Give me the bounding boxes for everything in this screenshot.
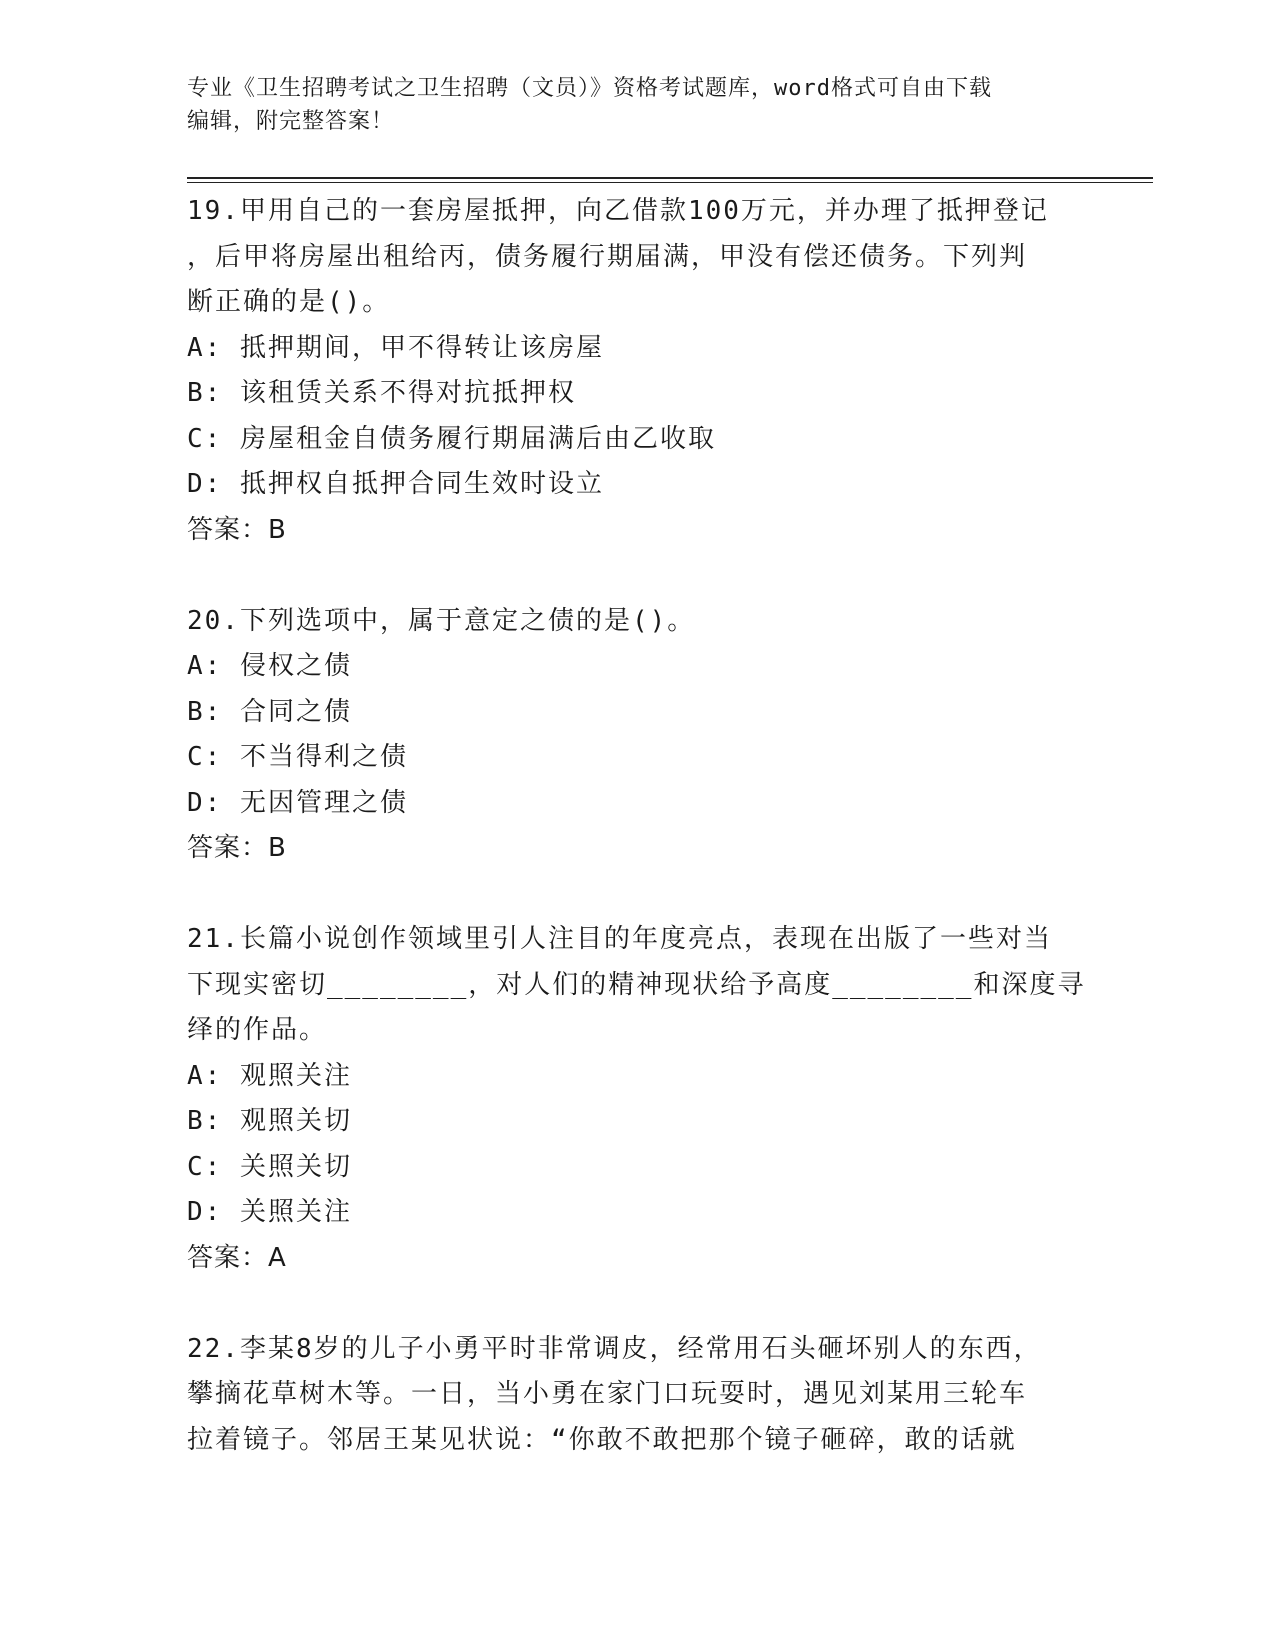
question-text-line: 下现实密切________，对人们的精神现状给予高度________和深度寻 — [187, 969, 1086, 1000]
option-c: C: 不当得利之债 — [187, 742, 408, 772]
question-text-line: ，后甲将房屋出租给丙，债务履行期届满，甲没有偿还债务。下列判 — [187, 241, 1028, 272]
question-text-line: 断正确的是()。 — [187, 287, 391, 317]
question-21 — [187, 917, 1087, 1281]
option-d: D: 抵押权自抵押合同生效时设立 — [187, 469, 604, 499]
header-divider-thin — [187, 182, 1153, 183]
option-d: D: 关照关注 — [187, 1197, 352, 1227]
question-text-line: 19.甲用自己的一套房屋抵押，向乙借款100万元，并办理了抵押登记 — [187, 196, 1049, 226]
answer-line: 答案：B — [187, 833, 287, 863]
option-c: C: 房屋租金自债务履行期届满后由乙收取 — [187, 423, 716, 454]
question-spacer — [187, 553, 1087, 599]
question-19 — [187, 189, 1087, 553]
option-a: A: 侵权之债 — [187, 651, 352, 681]
question-spacer — [187, 872, 1087, 918]
option-b: B: 观照关切 — [187, 1106, 352, 1136]
option-b: B: 合同之债 — [187, 696, 352, 727]
answer-line: 答案：B — [187, 514, 287, 545]
option-b: B: 该租赁关系不得对抗抵押权 — [187, 378, 576, 408]
question-text-line: 绎的作品。 — [187, 1015, 328, 1045]
answer-line: 答案：A — [187, 1242, 287, 1273]
option-c: C: 关照关切 — [187, 1151, 352, 1182]
question-spacer — [187, 1281, 1087, 1327]
document-header — [187, 72, 1067, 138]
header-divider-thick — [187, 177, 1153, 179]
header-line-1: 专业《卫生招聘考试之卫生招聘（文员）》资格考试题库，word格式可自由下载 — [187, 76, 992, 101]
option-a: A: 抵押期间，甲不得转让该房屋 — [187, 332, 604, 363]
option-d: D: 无因管理之债 — [187, 787, 408, 818]
question-text-line: 拉着镜子。邻居王某见状说：“你敢不敢把那个镜子砸碎，敢的话就 — [187, 1424, 1017, 1455]
question-20 — [187, 599, 1087, 872]
question-text-line: 21.长篇小说创作领域里引人注目的年度亮点，表现在出版了一些对当 — [187, 924, 1052, 954]
header-line-2: 编辑，附完整答案！ — [187, 109, 395, 134]
option-a: A: 观照关注 — [187, 1060, 352, 1091]
question-list — [187, 189, 1087, 1463]
question-22 — [187, 1327, 1087, 1464]
question-text-line: 22.李某8岁的儿子小勇平时非常调皮，经常用石头砸坏别人的东西， — [187, 1333, 1042, 1364]
question-text-line: 攀摘花草树木等。一日，当小勇在家门口玩耍时，遇见刘某用三轮车 — [187, 1379, 1028, 1409]
question-text-line: 20.下列选项中，属于意定之债的是()。 — [187, 605, 696, 636]
